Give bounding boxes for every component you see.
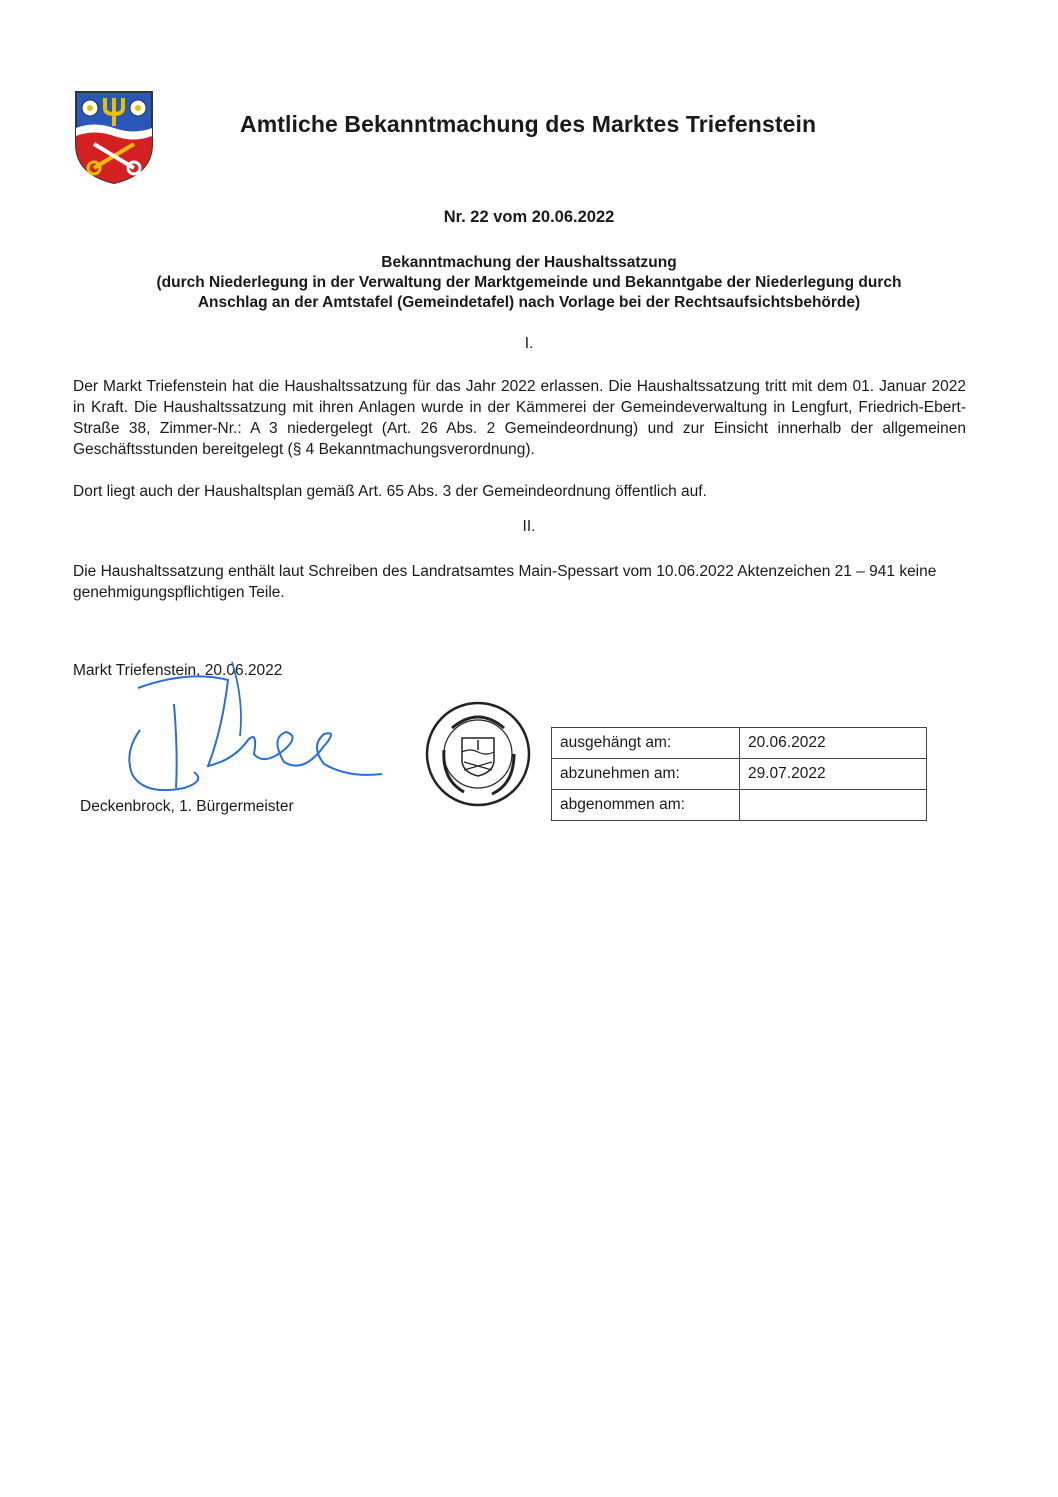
removed-on-value [740,790,927,821]
coat-of-arms-logo [72,88,156,186]
remove-by-label: abzunehmen am: [552,759,740,790]
posting-dates-table [551,727,927,821]
section-marker-2: II. [522,518,536,535]
table-row [552,790,927,821]
notice-number: Nr. 22 vom 20.06.2022 [443,208,615,226]
posted-on-value: 20.06.2022 [740,728,927,759]
section-marker-1: I. [524,335,534,352]
subject-line: Bekanntmachung der Haushaltssatzung [381,254,677,271]
page-title: Amtliche Bekanntmachung des Marktes Triefenstein [240,111,817,137]
remove-by-value: 29.07.2022 [740,759,927,790]
section-1-paragraph: Der Markt Triefenstein hat die Haushaltssatzung für das Jahr 2022 erlassen. Die Haushaltssatzung tritt mit dem 01. Januar 2022 in Kraft. Die Haushaltssatzung mit ihren Anlagen wurde in der Kämmerei der Gemeindeverwaltung in Lengfurt, Friedrich-Ebert-Straße 38, Zimmer-Nr.: A 3 niedergelegt (Art. 26 Abs. 2 Gemeindeordnung) und zur Einsicht innerhalb der allgemeinen Geschäftsstunden bereitgelegt (§ 4 Bekanntmachungsverordnung). [73,378,966,458]
subject-line: Anschlag an der Amtstafel (Gemeindetafel) nach Vorlage bei der Rechtsaufsichtsbehörde) [197,294,861,311]
place-and-date: Markt Triefenstein, 20.06.2022 [73,662,283,679]
subject-line: (durch Niederlegung in der Verwaltung der Marktgemeinde und Bekanntgabe der Niederlegung durch [156,274,902,291]
section-2-paragraph: Die Haushaltssatzung enthält laut Schreiben des Landratsamtes Main-Spessart vom 10.06.2022 Aktenzeichen 21 – 941 keine genehmigungspflichtigen Teile. [73,563,937,601]
section-1-paragraph-2: Dort liegt auch der Haushaltsplan gemäß Art. 65 Abs. 3 der Gemeindeordnung öffentlich auf. [73,483,707,500]
table-row [552,728,927,759]
handwritten-signature [110,640,400,810]
official-seal-stamp [424,700,532,808]
removed-on-label: abgenommen am: [552,790,740,821]
posted-on-label: ausgehängt am: [552,728,740,759]
notice-subject [70,253,988,313]
table-row [552,759,927,790]
signer-name: Deckenbrock, 1. Bürgermeister [80,798,294,815]
